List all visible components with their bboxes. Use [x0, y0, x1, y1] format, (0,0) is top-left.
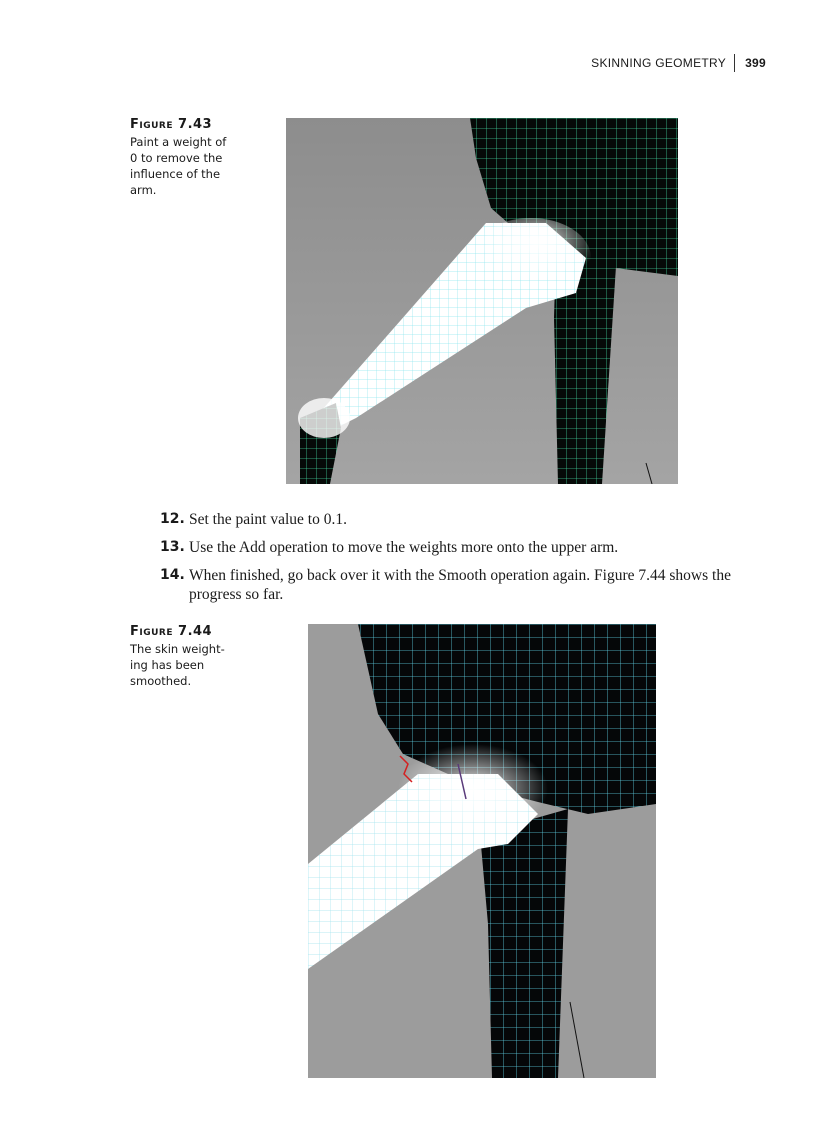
running-header	[591, 54, 766, 72]
step-number: 14.	[160, 567, 185, 583]
step-text: When finished, go back over it with the Smooth operation again. Figure 7.44 shows the progress so far.	[189, 567, 731, 603]
page-number: 399	[745, 56, 766, 70]
step-text: Use the Add operation to move the weights more onto the upper arm.	[189, 539, 619, 556]
list-item	[160, 510, 760, 529]
figure-label: Figure 7.44	[130, 624, 213, 639]
list-item	[160, 566, 760, 604]
step-text: Set the paint value to 0.1.	[189, 511, 347, 528]
figure-caption	[130, 117, 230, 198]
list-item	[160, 538, 760, 557]
caption-text: Paint a weight of 0 to remove the influence of the arm.	[130, 135, 227, 197]
section-title: SKINNING GEOMETRY	[591, 54, 735, 72]
figure-image-skin-weights-smoothed	[308, 624, 656, 1078]
step-number: 13.	[160, 539, 185, 555]
step-list	[160, 510, 760, 613]
figure-label: Figure 7.43	[130, 117, 213, 132]
caption-text: The skin weight- ing has been smoothed.	[130, 642, 225, 688]
figure-caption	[130, 624, 230, 689]
figure-image-skin-weights-arm	[286, 118, 678, 484]
step-number: 12.	[160, 511, 185, 527]
